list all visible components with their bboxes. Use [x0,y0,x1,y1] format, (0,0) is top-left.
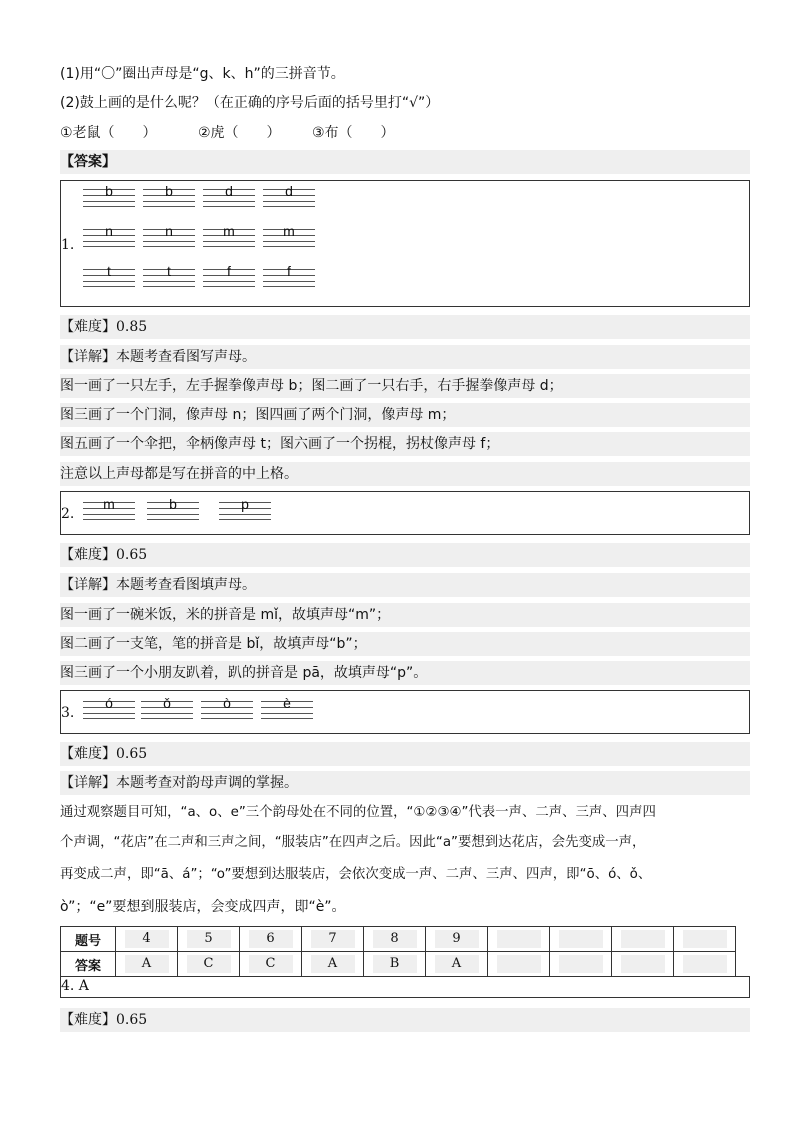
table-row [61,952,736,977]
pinyin-letter: f [227,263,231,279]
answer-number-1: 1. [61,237,75,253]
question-number: 6 [249,930,293,948]
table-cell [612,952,674,977]
difficulty-1: 【难度】0.85 [60,315,750,339]
question-1-text: (1)用“〇”圈出声母是“g、k、h”的三拼音节。 [60,66,345,82]
table-cell [178,952,240,977]
pinyin-cell [143,263,195,287]
pinyin-cell [263,183,315,207]
table-cell [302,952,364,977]
explanation-1-line-4: 图五画了一个伞把，伞柄像声母 t；图六画了一个拐棍，拐杖像声母 f； [60,432,750,456]
explanation-3-line-5: ò”；“e”要想到服装店，会变成四声，即“è”。 [60,899,346,915]
answer-box-2 [60,491,750,535]
answer-value [621,955,665,973]
question-2-text: (2)鼓上画的是什么呢？（在正确的序号后面的括号里打“√”） [60,95,440,111]
answer-number-3: 3. [61,705,75,721]
answer-value: A [125,955,169,973]
table-cell [240,927,302,952]
pinyin-cell [261,695,313,719]
pinyin-letter: n [165,223,173,239]
pinyin-cell [143,183,195,207]
pinyin-letter: ǒ [163,695,171,711]
table-cell [302,927,364,952]
difficulty-3: 【难度】0.65 [60,742,750,766]
explanation-2-line-2: 图一画了一碗米饭，米的拼音是 mǐ，故填声母“m”； [60,603,750,627]
explanation-1-line-2: 图一画了一只左手，左手握拳像声母 b；图二画了一只右手，右手握拳像声母 d； [60,374,750,398]
option-3: ③布（ ） [312,125,395,141]
explanation-2-line-3: 图二画了一支笔，笔的拼音是 bǐ，故填声母“b”； [60,632,750,656]
table-cell [550,927,612,952]
pinyin-cell [203,183,255,207]
pinyin-letter: d [225,183,233,199]
table-cell [364,952,426,977]
pinyin-letter: m [283,223,295,239]
table-cell [612,927,674,952]
question-number: 7 [311,930,355,948]
explanation-1-line-1: 【详解】本题考查看图写声母。 [60,345,750,369]
pinyin-cell [219,496,271,520]
pinyin-letter: ò [223,695,231,711]
answer-4-text: 4. A [61,978,89,994]
explanation-3-line-2: 通过观察题目可知，“a、o、e”三个韵母处在不同的位置，“①②③④”代表一声、二声、三声、四声四 [60,805,656,820]
explanation-3-line-1: 【详解】本题考查对韵母声调的掌握。 [60,771,750,795]
table-cell [116,927,178,952]
table-header-answer: 答案 [61,952,116,977]
question-number [683,930,727,948]
pinyin-cell [143,223,195,247]
answer-number-2: 2. [61,506,75,522]
table-cell [674,952,736,977]
question-number [497,930,541,948]
table-cell [116,952,178,977]
pinyin-letter: t [167,263,171,279]
pinyin-letter: d [285,183,293,199]
question-number: 4 [125,930,169,948]
pinyin-letter: b [165,183,173,199]
pinyin-cell [201,695,253,719]
question-number [621,930,665,948]
question-number: 8 [373,930,417,948]
pinyin-cell [83,183,135,207]
difficulty-4: 【难度】0.65 [60,1008,750,1032]
pinyin-letter: t [107,263,111,279]
table-cell [426,952,488,977]
pinyin-letter: ó [105,695,113,711]
difficulty-2: 【难度】0.65 [60,543,750,567]
pinyin-letter: p [241,496,249,512]
question-number: 9 [435,930,479,948]
answer-value: B [373,955,417,973]
option-2: ②虎（ ） [198,125,281,141]
pinyin-cell [203,223,255,247]
explanation-1-line-3: 图三画了一个门洞，像声母 n；图四画了两个门洞，像声母 m； [60,403,750,427]
pinyin-cell [263,263,315,287]
pinyin-cell [141,695,193,719]
answer-value: A [311,955,355,973]
question-number [559,930,603,948]
table-cell [178,927,240,952]
answer-value: C [249,955,293,973]
pinyin-cell [263,223,315,247]
table-cell [426,927,488,952]
pinyin-cell [83,695,135,719]
answer-box-1 [60,180,750,307]
pinyin-letter: m [223,223,235,239]
pinyin-letter: n [105,223,113,239]
pinyin-cell [83,263,135,287]
answer-box-4 [60,976,750,998]
pinyin-letter: m [103,496,115,512]
pinyin-letter: è [283,695,291,711]
question-number: 5 [187,930,231,948]
pinyin-letter: b [105,183,113,199]
pinyin-cell [83,496,135,520]
explanation-3-line-4: 再变成二声，即“ā、á”；“o”要想到达服装店，会依次变成一声、二声、三声、四声，即“ō、ó、ǒ、 [60,867,652,882]
answer-value [497,955,541,973]
explanation-3-line-3: 个声调，“花店”在二声和三声之间，“服装店”在四声之后。因此“a”要想到达花店，会先变成一声， [60,835,646,850]
table-cell [550,952,612,977]
table-cell [488,952,550,977]
pinyin-cell [147,496,199,520]
pinyin-letter: f [287,263,291,279]
table-cell [488,927,550,952]
pinyin-cell [83,223,135,247]
answer-box-3 [60,690,750,734]
table-cell [674,927,736,952]
pinyin-cell [203,263,255,287]
pinyin-letter: b [169,496,177,512]
answer-value: C [187,955,231,973]
answer-header: 【答案】 [60,150,750,174]
table-header-number: 题号 [61,927,116,952]
option-1: ①老鼠（ ） [60,125,157,141]
explanation-1-line-5: 注意以上声母都是写在拼音的中上格。 [60,462,750,486]
table-cell [364,927,426,952]
explanation-2-line-1: 【详解】本题考查看图填声母。 [60,573,750,597]
explanation-2-line-4: 图三画了一个小朋友趴着，趴的拼音是 pā，故填声母“p”。 [60,661,750,685]
table-row [61,927,736,952]
table-cell [240,952,302,977]
answer-value [683,955,727,973]
answer-table [60,926,736,977]
answer-value [559,955,603,973]
answer-value: A [435,955,479,973]
